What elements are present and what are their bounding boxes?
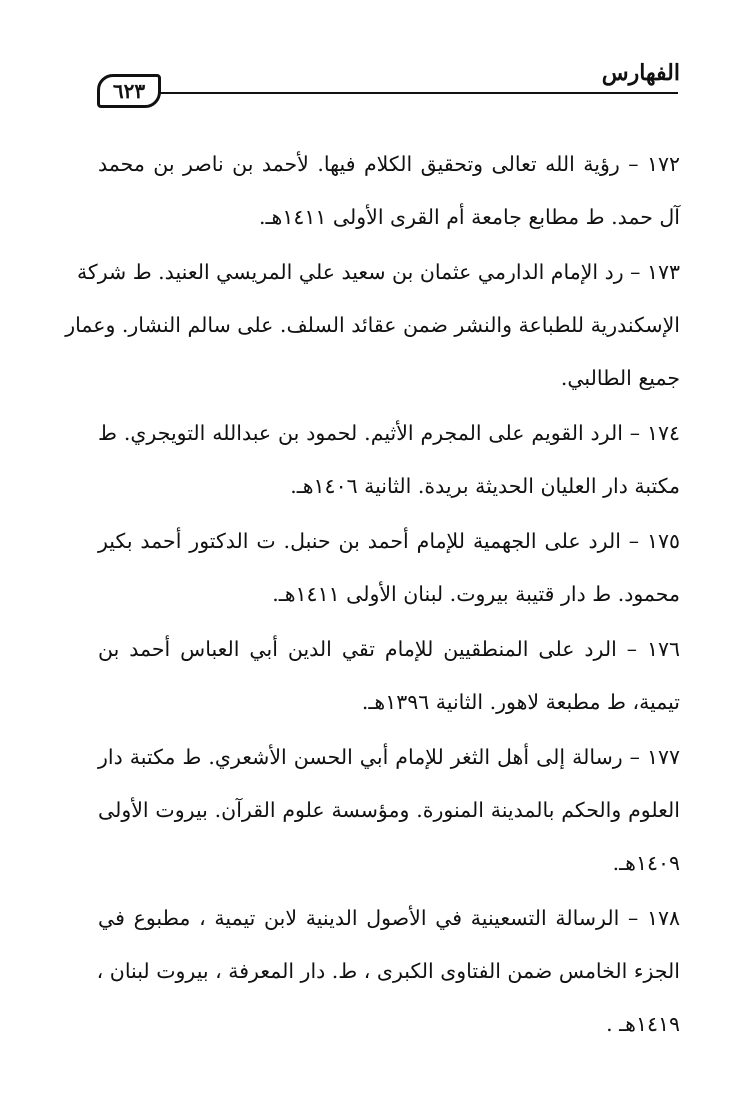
- entry-line: العلوم والحكم بالمدينة المنورة. ومؤسسة علوم القرآن. بيروت الأولى: [98, 798, 680, 822]
- entry-line: الإسكندرية للطباعة والنشر ضمن عقائد السلف. على سالم النشار. وعمار: [65, 313, 680, 337]
- entry-line: الجزء الخامس ضمن الفتاوى الكبرى ، ط. دار المعرفة ، بيروت لبنان ،: [96, 959, 680, 983]
- entry-line: آل حمد. ط مطابع جامعة أم القرى الأولى ١٤١١هـ.: [259, 205, 680, 229]
- entry-line: ١٧٦ – الرد على المنطقيين للإمام تقي الدين أبي العباس أحمد بن: [98, 637, 680, 661]
- entry-line: جميع الطالبي.: [560, 366, 680, 390]
- bibliography-entry-172: [98, 138, 680, 244]
- entry-line: تيمية، ط مطبعة لاهور. الثانية ١٣٩٦هـ.: [361, 690, 680, 714]
- bibliography-entry-176: [98, 623, 680, 729]
- entry-line: ١٧٢ – رؤية الله تعالى وتحقيق الكلام فيها. لأحمد بن ناصر بن محمد: [98, 152, 680, 176]
- bibliography-entry-174: [98, 407, 680, 513]
- bibliography-list: [65, 138, 680, 1053]
- bibliography-entry-173: [65, 246, 680, 405]
- entry-line: ١٧٨ – الرسالة التسعينية في الأصول الدينية لابن تيمية ، مطبوع في: [98, 906, 680, 930]
- bibliography-entry-178: [98, 892, 680, 1051]
- page-number: ٦٢٣: [97, 74, 161, 108]
- entry-line: مكتبة دار العليان الحديثة بريدة. الثانية ١٤٠٦هـ.: [290, 474, 680, 498]
- entry-line: ١٧٧ – رسالة إلى أهل الثغر للإمام أبي الحسن الأشعري. ط مكتبة دار: [98, 745, 680, 769]
- entry-line: ١٧٤ – الرد القويم على المجرم الأثيم. لحمود بن عبدالله التويجري. ط: [98, 421, 680, 445]
- entry-line: ١٤١٩هـ .: [606, 1012, 680, 1036]
- header-rule: [110, 92, 678, 94]
- entry-line: محمود. ط دار قتيبة بيروت. لبنان الأولى ١٤١١هـ.: [272, 582, 680, 606]
- entry-line: ١٧٥ – الرد على الجهمية للإمام أحمد بن حنبل. ت الدكتور أحمد بكير: [98, 529, 680, 553]
- entry-line: ١٧٣ – رد الإمام الدارمي عثمان بن سعيد علي المريسي العنيد. ط شركة: [76, 260, 680, 284]
- entry-line: ١٤٠٩هـ.: [612, 851, 680, 875]
- bibliography-entry-177: [98, 731, 680, 890]
- running-title: الفهارس: [601, 60, 680, 86]
- bibliography-entry-175: [98, 515, 680, 621]
